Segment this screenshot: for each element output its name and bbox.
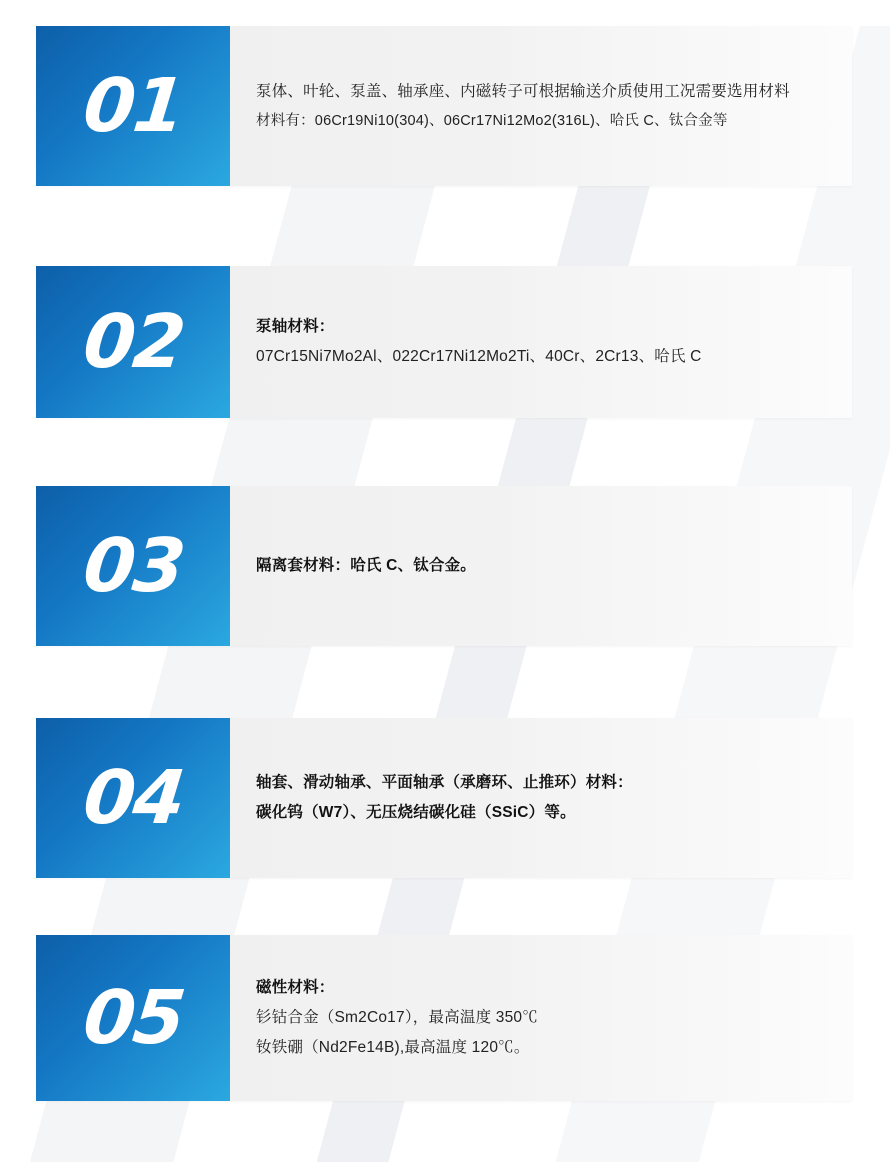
item-content (230, 935, 852, 1101)
list-item (36, 26, 852, 186)
item-line: 磁性材料： (256, 978, 335, 996)
item-line: 轴套、滑动轴承、平面轴承（承磨环、止推环）材料： (256, 773, 633, 791)
item-number: 04 (78, 755, 188, 841)
item-line: 泵体、叶轮、泵盖、轴承座、内磁转子可根据输送介质使用工况需要选用材料 (256, 82, 790, 100)
item-number-badge (36, 266, 230, 418)
item-number: 05 (78, 975, 188, 1061)
item-number-badge (36, 26, 230, 186)
item-line: 钕铁硼（Nd2Fe14B),最高温度 120℃。 (256, 1039, 530, 1057)
list-item (36, 935, 852, 1101)
item-number-badge (36, 486, 230, 646)
item-line: 隔离套材料：哈氏 C、钛合金。 (256, 556, 477, 574)
item-number-badge (36, 718, 230, 878)
item-number: 03 (78, 523, 188, 609)
item-content (230, 718, 852, 878)
item-number: 01 (78, 63, 188, 149)
list-item (36, 486, 852, 646)
item-line: 钐钴合金（Sm2Co17），最高温度 350℃ (256, 1008, 538, 1026)
item-content (230, 486, 852, 646)
item-number: 02 (78, 299, 188, 385)
item-content (230, 266, 852, 418)
material-spec-list (0, 26, 890, 1101)
item-line: 材料有：06Cr19Ni10(304)、06Cr17Ni12Mo2(316L)、哈氏 C、钛合金等 (256, 112, 728, 129)
item-number-badge (36, 935, 230, 1101)
list-item (36, 266, 852, 418)
item-line: 碳化钨（W7）、无压烧结碳化硅（SSiC）等。 (256, 804, 576, 821)
item-content (230, 26, 852, 186)
item-line: 07Cr15Ni7Mo2Al、022Cr17Ni12Mo2Ti、40Cr、2Cr13、哈氏 C (256, 348, 702, 365)
item-line: 泵轴材料： (256, 317, 335, 335)
list-item (36, 718, 852, 878)
